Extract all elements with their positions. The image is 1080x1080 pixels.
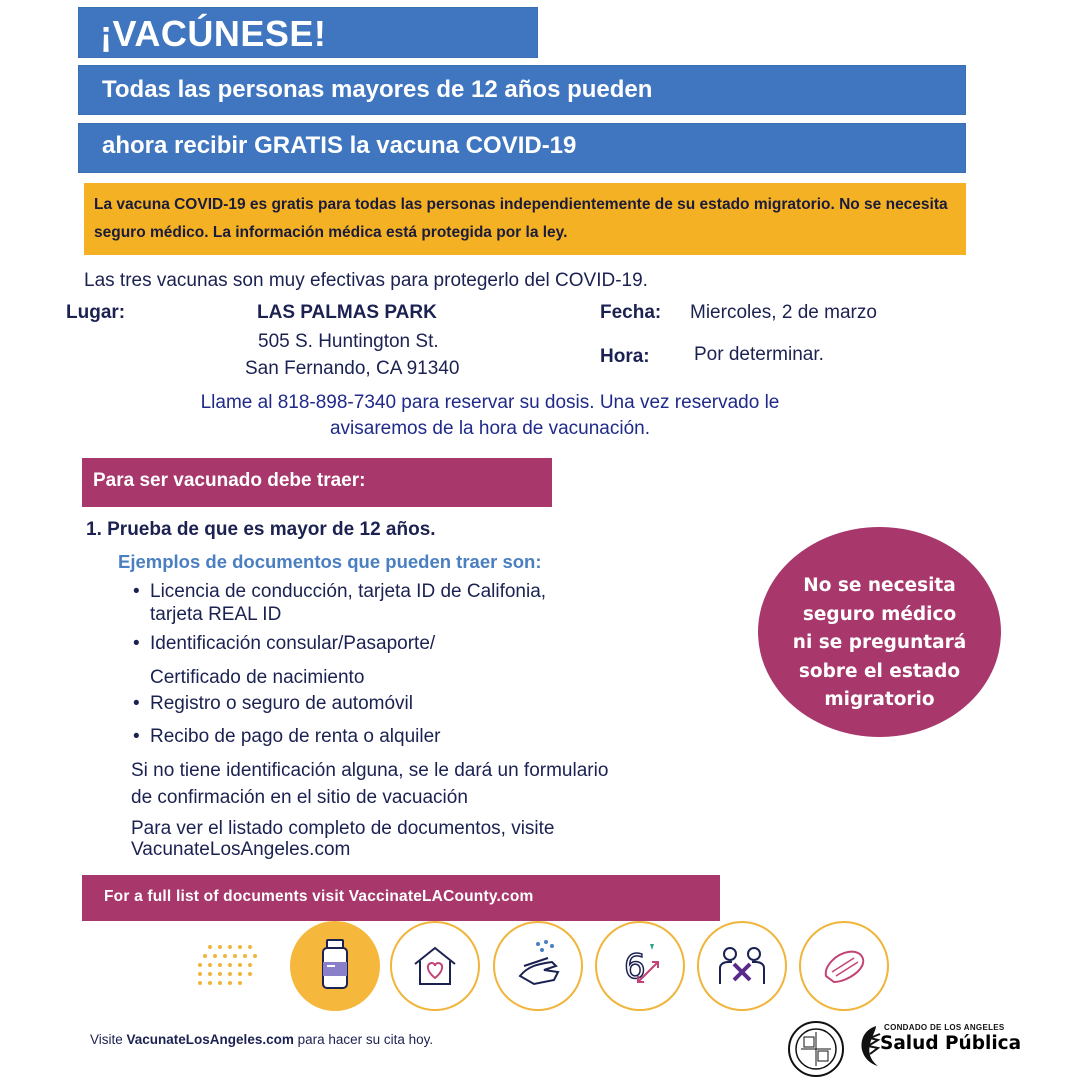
document-text: Recibo de pago de renta o alquiler [150, 726, 441, 747]
logo-public-health-text: Salud Pública [880, 1033, 1022, 1054]
no-insurance-callout [758, 527, 1001, 737]
headline-line-1: Todas las personas mayores de 12 años pueden [102, 76, 653, 103]
notice-text: La vacuna COVID-19 es gratis para todas las personas independientemente de su estado migratorio. No se necesita seguro médico. La información médica está protegida por la ley. [94, 196, 948, 241]
callout-line: migratorio [824, 689, 935, 710]
decorative-dots [192, 941, 272, 991]
reservation-line-2: avisaremos de la hora de vacunación. [329, 418, 651, 439]
address-line-2: San Fernando, CA 91340 [245, 358, 460, 379]
page-title: ¡VACÚNESE! [100, 13, 327, 54]
bullet: • [133, 693, 140, 714]
english-documents-text: For a full list of documents visit VaccinateLACounty.com [104, 888, 534, 905]
callout-line: No se necesita [803, 575, 956, 596]
document-text: Identificación consular/Pasaporte/ [150, 633, 436, 654]
face-mask-icon [799, 921, 889, 1011]
location-label: Lugar: [66, 302, 126, 323]
document-text: Licencia de conducción, tarjeta ID de Califonia, [150, 581, 547, 602]
full-list-line-2: VacunateLosAngeles.com [131, 839, 351, 860]
address-line-1: 505 S. Huntington St. [258, 331, 439, 352]
time-label: Hora: [600, 346, 650, 367]
reservation-line-1: Llame al 818-898-7340 para reservar su dosis. Una vez reservado le [200, 392, 780, 413]
headline-banner-1 [78, 65, 966, 115]
document-list-item [133, 692, 413, 715]
no-contact-icon [697, 921, 787, 1011]
time-value: Por determinar. [694, 344, 824, 365]
english-documents-banner [82, 875, 720, 921]
headline-line-2: ahora recibir GRATIS la vacuna COVID-19 [102, 132, 577, 159]
svg-text:6: 6 [624, 947, 646, 987]
date-label: Fecha: [600, 302, 662, 323]
full-list-line-1: Para ver el listado completo de documentos, visite [131, 818, 555, 839]
footer-prefix: Visite [90, 1032, 127, 1047]
bring-documents-heading: Para ser vacunado debe traer: [93, 470, 366, 491]
vaccine-vial-icon [290, 921, 380, 1011]
bullet: • [133, 581, 140, 602]
public-health-logo-mark [856, 1024, 882, 1068]
home-heart-icon [390, 921, 480, 1011]
location-name: LAS PALMAS PARK [257, 302, 437, 323]
handwashing-icon [493, 921, 583, 1011]
bullet: • [133, 726, 140, 747]
effectiveness-text: Las tres vacunas son muy efectivas para protegerlo del COVID-19. [84, 270, 648, 291]
examples-heading: Ejemplos de documentos que pueden traer son: [118, 551, 542, 572]
document-list-item [133, 632, 436, 655]
callout-line: sobre el estado [798, 660, 961, 682]
no-id-line-1: Si no tiene identificación alguna, se le dará un formulario [131, 760, 609, 781]
county-seal-logo [787, 1020, 845, 1078]
bring-documents-banner [82, 458, 552, 507]
requirement-item-1: 1. Prueba de que es mayor de 12 años. [86, 519, 436, 540]
bullet: • [133, 633, 140, 654]
footer-link[interactable]: VacunateLosAngeles.com [126, 1032, 294, 1047]
callout-line: ni se preguntará [792, 632, 967, 653]
logo-county-text: CONDADO DE LOS ANGELES [884, 1023, 1005, 1032]
title-banner [78, 7, 538, 58]
date-value: Miercoles, 2 de marzo [690, 302, 877, 323]
document-list-item-continued [150, 660, 364, 689]
footer-text [90, 1032, 433, 1047]
no-id-note [131, 757, 608, 811]
full-list-note [131, 818, 555, 860]
no-id-line-2: de confirmación en el sitio de vacuación [131, 787, 468, 808]
document-text: Registro o seguro de automóvil [150, 693, 413, 714]
document-list-item [133, 725, 441, 748]
six-feet-distance-icon [595, 921, 685, 1011]
document-list-item [133, 580, 547, 626]
document-text: Certificado de nacimiento [150, 667, 365, 688]
callout-line: seguro médico [802, 603, 957, 625]
free-vaccine-notice [84, 183, 966, 255]
document-text: tarjeta REAL ID [150, 604, 282, 625]
reservation-instructions [90, 390, 890, 442]
headline-banner-2 [78, 123, 966, 173]
footer-suffix: para hacer su cita hoy. [293, 1032, 434, 1047]
